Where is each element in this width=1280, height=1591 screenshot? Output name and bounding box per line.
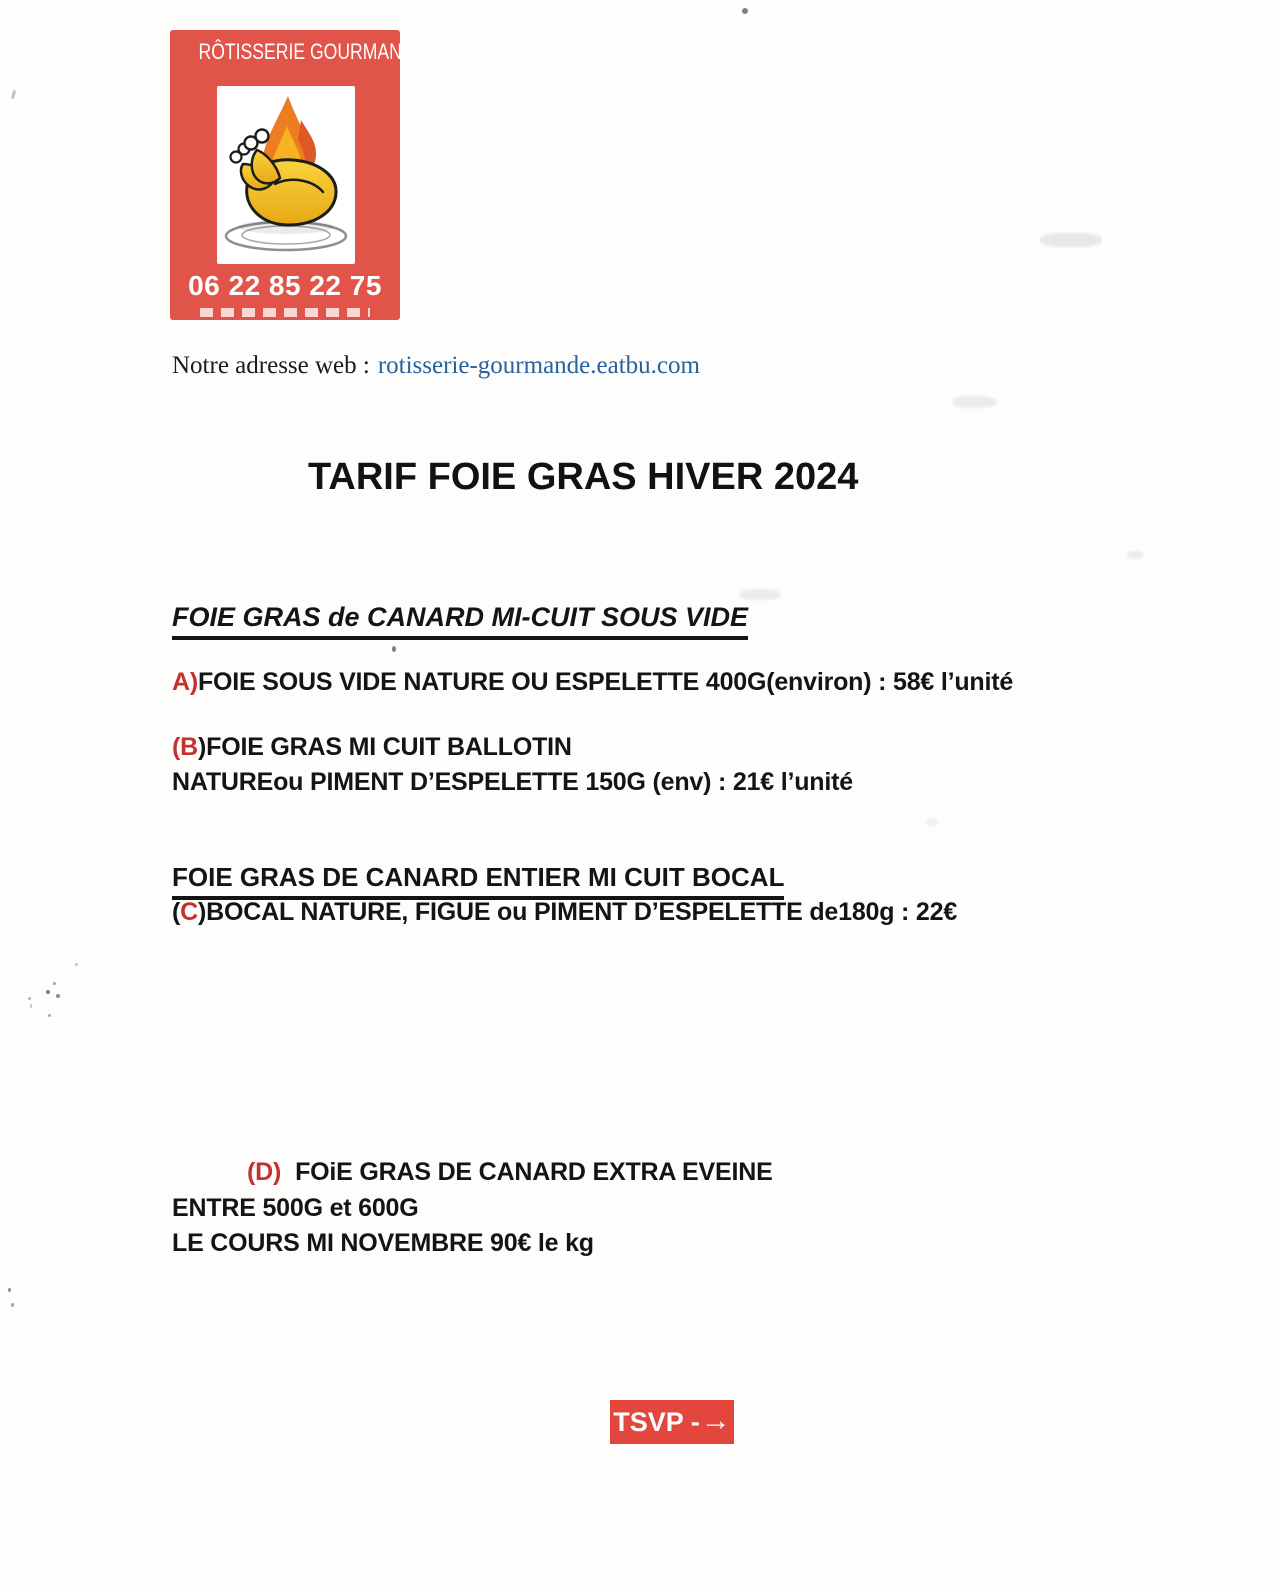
item-d xyxy=(172,1158,773,1187)
scan-speck xyxy=(28,997,31,1000)
scan-smudge xyxy=(1040,233,1102,247)
scan-speck xyxy=(11,1303,14,1307)
item-b-line2: NATUREou PIMENT D’ESPELETTE 150G (env) : 21€ l’unité xyxy=(172,768,853,796)
item-c-text: BOCAL NATURE, FIGUE ou PIMENT D’ESPELETTE de180g : 22€ xyxy=(206,898,958,926)
scan-speck xyxy=(11,90,16,99)
scan-smudge xyxy=(952,396,996,408)
item-a xyxy=(172,668,1013,697)
scan-speck xyxy=(8,1288,11,1292)
logo-phone-number: 06 22 85 22 75 xyxy=(188,270,382,301)
scan-speck xyxy=(742,8,748,14)
item-d-text: FOiE GRAS DE CANARD EXTRA EVEINE xyxy=(295,1158,773,1186)
scan-speck xyxy=(30,1004,32,1008)
page-title: TARIF FOIE GRAS HIVER 2024 xyxy=(308,456,859,498)
scan-speck xyxy=(75,963,78,966)
tsvp-badge xyxy=(610,1400,734,1444)
web-address-line xyxy=(172,352,700,380)
scan-speck xyxy=(48,1014,51,1017)
web-address-label: Notre adresse web : xyxy=(172,352,370,379)
item-c-paren-open: ( xyxy=(172,898,181,926)
logo-image xyxy=(217,86,355,264)
scan-speck xyxy=(46,990,50,994)
item-c-marker: C xyxy=(180,898,198,926)
scan-speck xyxy=(392,646,396,652)
web-address-link[interactable]: rotisserie-gourmande.eatbu.com xyxy=(377,352,700,379)
item-b-marker: (B xyxy=(172,733,198,761)
scan-smudge xyxy=(740,589,780,600)
item-d-line2: ENTRE 500G et 600G xyxy=(172,1194,419,1222)
item-a-marker: A) xyxy=(172,668,198,696)
section-sous-vide-heading: FOIE GRAS de CANARD MI-CUIT SOUS VIDE xyxy=(172,602,748,640)
item-d-marker: (D) xyxy=(247,1158,282,1186)
item-d-line3: LE COURS MI NOVEMBRE 90€ le kg xyxy=(172,1229,594,1257)
logo xyxy=(170,30,427,320)
arrow-right-icon: → xyxy=(700,1403,731,1437)
item-c xyxy=(172,898,957,927)
scan-speck xyxy=(53,982,56,985)
scan-smudge xyxy=(926,818,938,826)
section-bocal-heading: FOIE GRAS DE CANARD ENTIER MI CUIT BOCAL xyxy=(172,862,784,900)
item-b-line1 xyxy=(172,733,572,762)
logo-brand-label: RÔTISSERIE GOURMANDE xyxy=(198,39,427,64)
scan-smudge xyxy=(1127,551,1143,559)
item-c-paren-close: ) xyxy=(198,898,207,926)
item-b-text: FOIE GRAS MI CUIT BALLOTIN xyxy=(206,733,572,761)
logo-brand-text xyxy=(170,39,427,65)
item-a-text: FOIE SOUS VIDE NATURE OU ESPELETTE 400G(environ) : 58€ l’unité xyxy=(197,668,1014,696)
roast-chicken-flame-icon xyxy=(217,86,355,264)
scan-speck xyxy=(56,994,60,998)
item-b-marker-paren: ) xyxy=(197,733,207,761)
tsvp-label: TSVP - xyxy=(613,1406,700,1437)
logo-cropped-text-row xyxy=(200,308,370,317)
